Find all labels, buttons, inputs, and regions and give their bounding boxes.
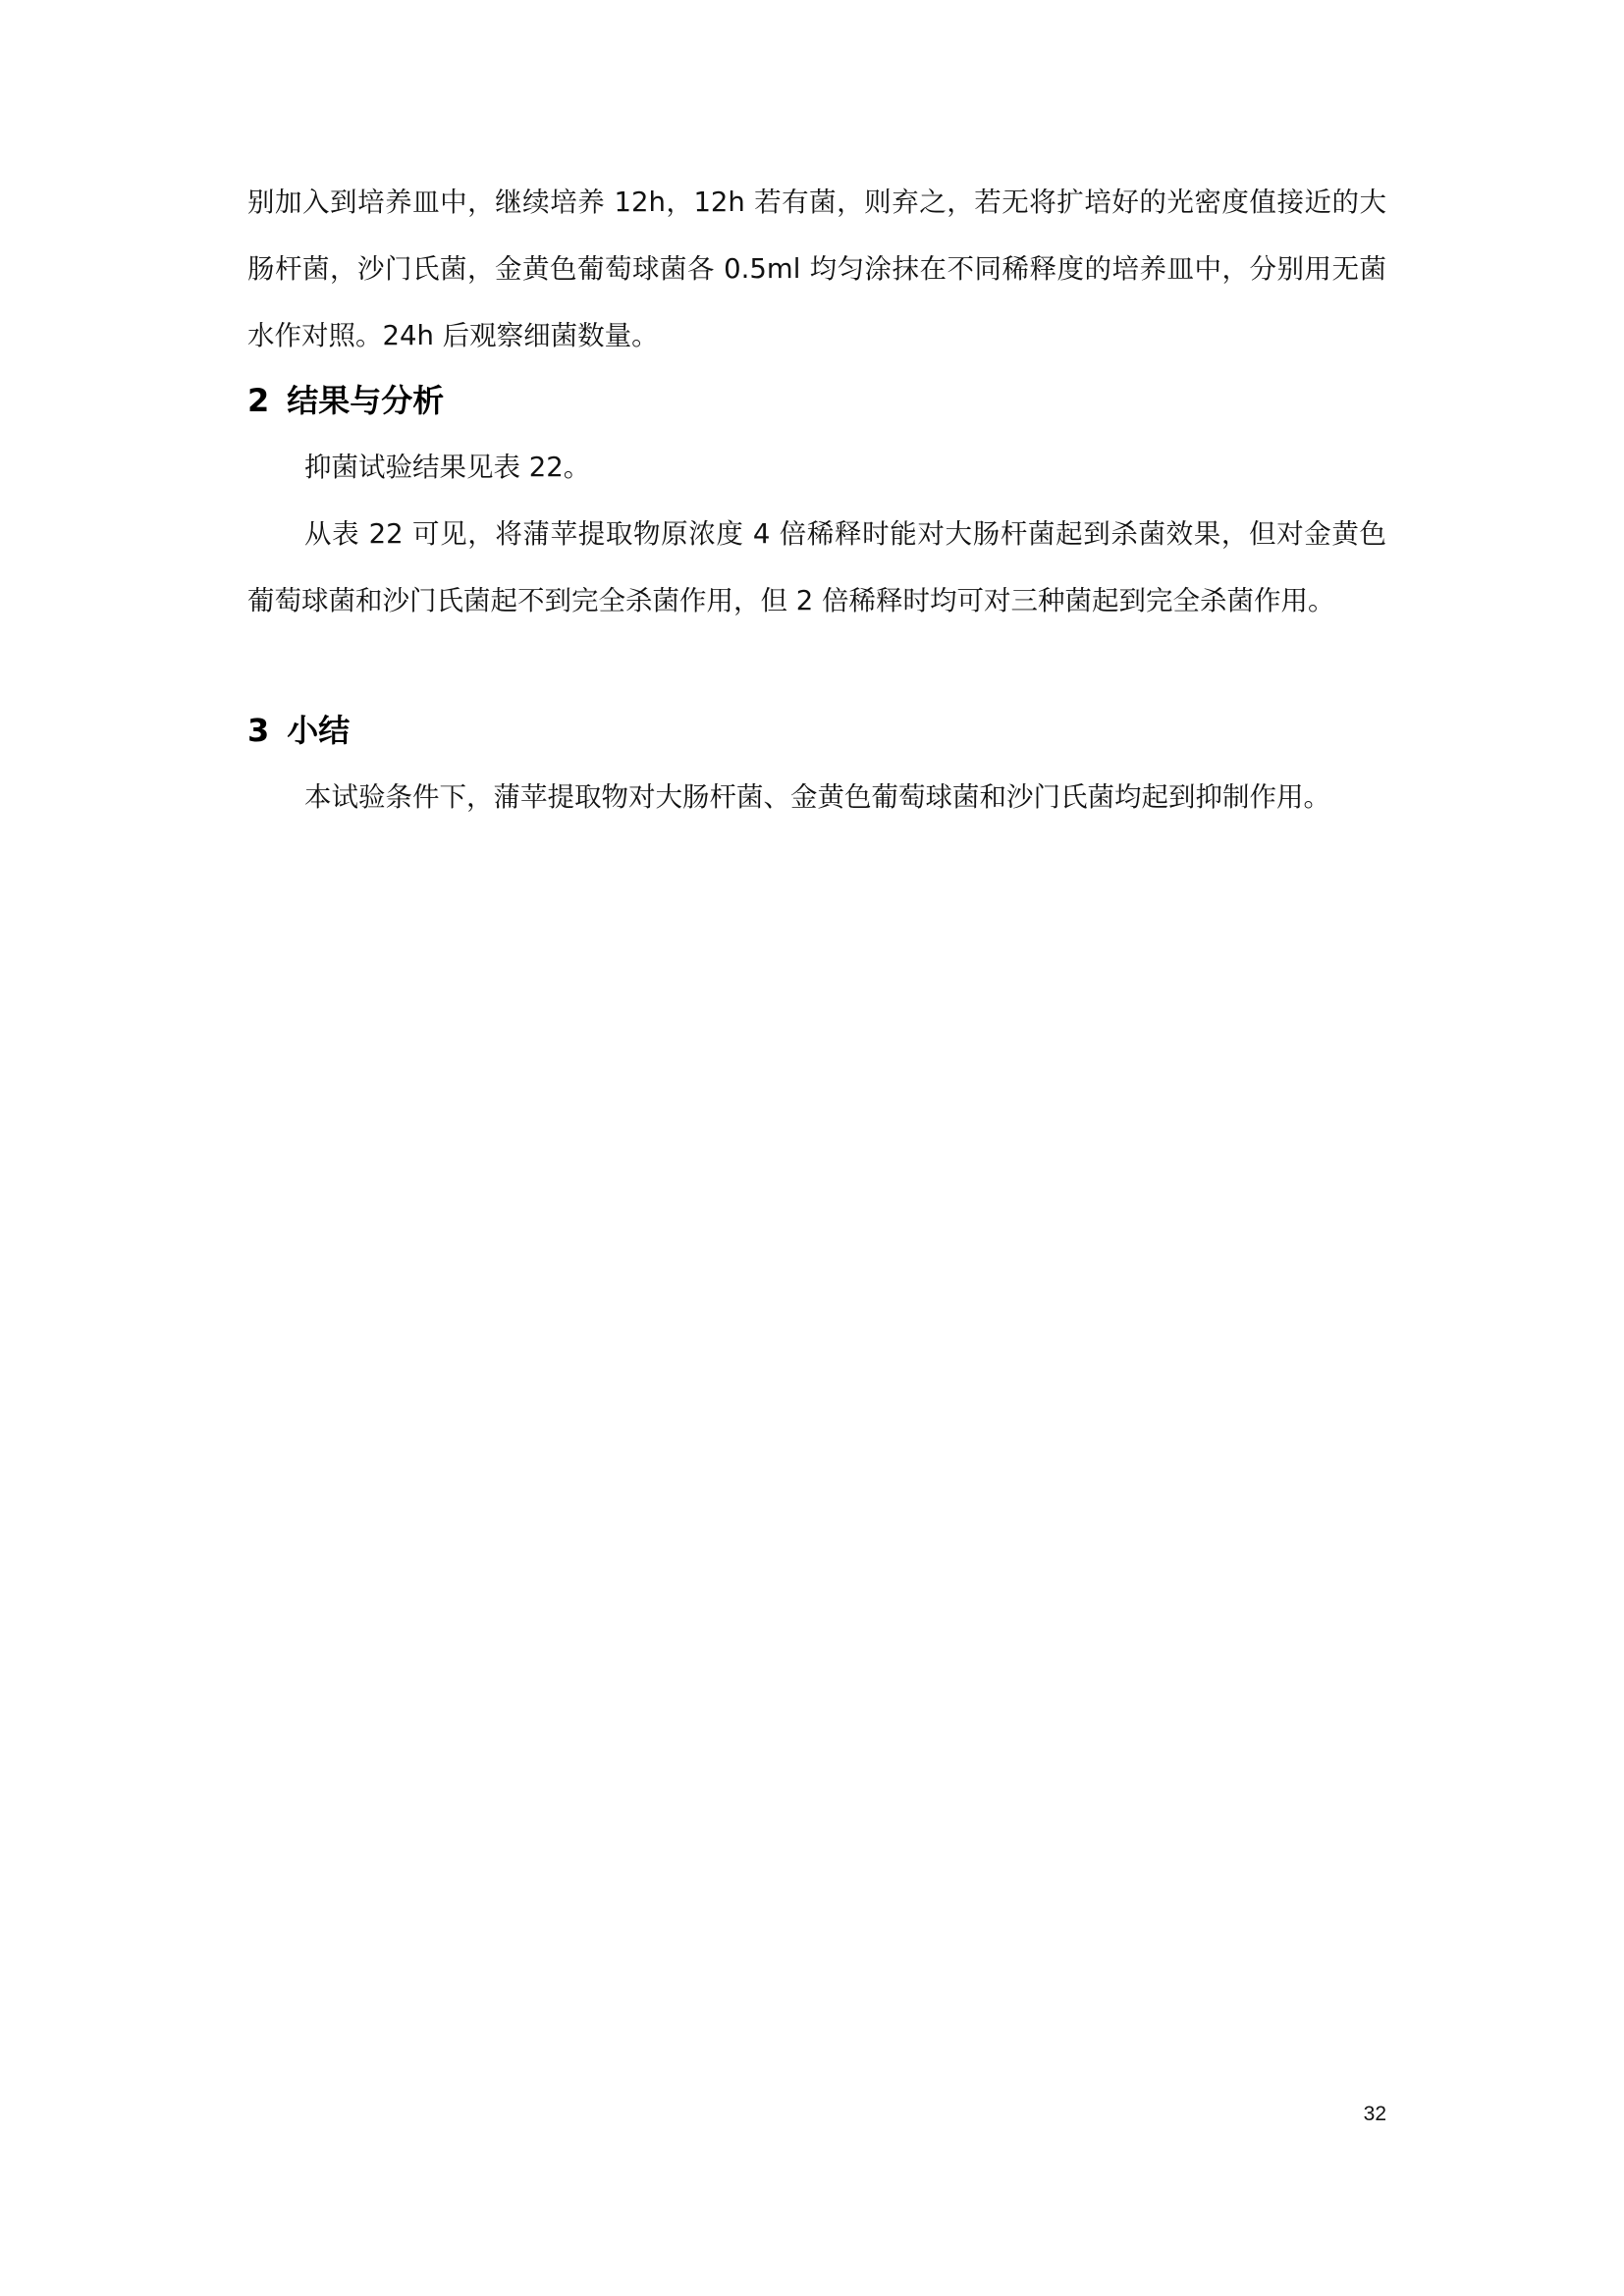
paragraph-results-analysis: 从表 22 可见，将蒲苹提取物原浓度 4 倍稀释时能对大肠杆菌起到杀菌效果，但对金黄色葡萄球菌和沙门氏菌起不到完全杀菌作用，但 2 倍稀释时均可对三种菌起到完全杀菌作用。 (247, 518, 1386, 616)
section-number: 2 (247, 382, 270, 419)
paragraph-culture-method: 别加入到培养皿中，继续培养 12h，12h 若有菌，则弃之，若无将扩培好的光密度值接近的大肠杆菌，沙门氏菌，金黄色葡萄球菌各 0.5ml 均匀涂抹在不同稀释度的培养皿中，分别用无菌水作对照。24h 后观察细菌数量。 (247, 187, 1386, 351)
section-title: 小结 (287, 712, 351, 749)
page-number: 32 (1363, 2103, 1386, 2125)
section-heading-summary (247, 709, 350, 752)
section-title: 结果与分析 (287, 382, 445, 419)
paragraph-summary: 本试验条件下，蒲苹提取物对大肠杆菌、金黄色葡萄球菌和沙门氏菌均起到抑制作用。 (304, 781, 1330, 813)
paragraph-results-intro: 抑菌试验结果见表 22。 (304, 452, 591, 483)
section-number: 3 (247, 712, 270, 749)
section-heading-results (247, 379, 444, 422)
